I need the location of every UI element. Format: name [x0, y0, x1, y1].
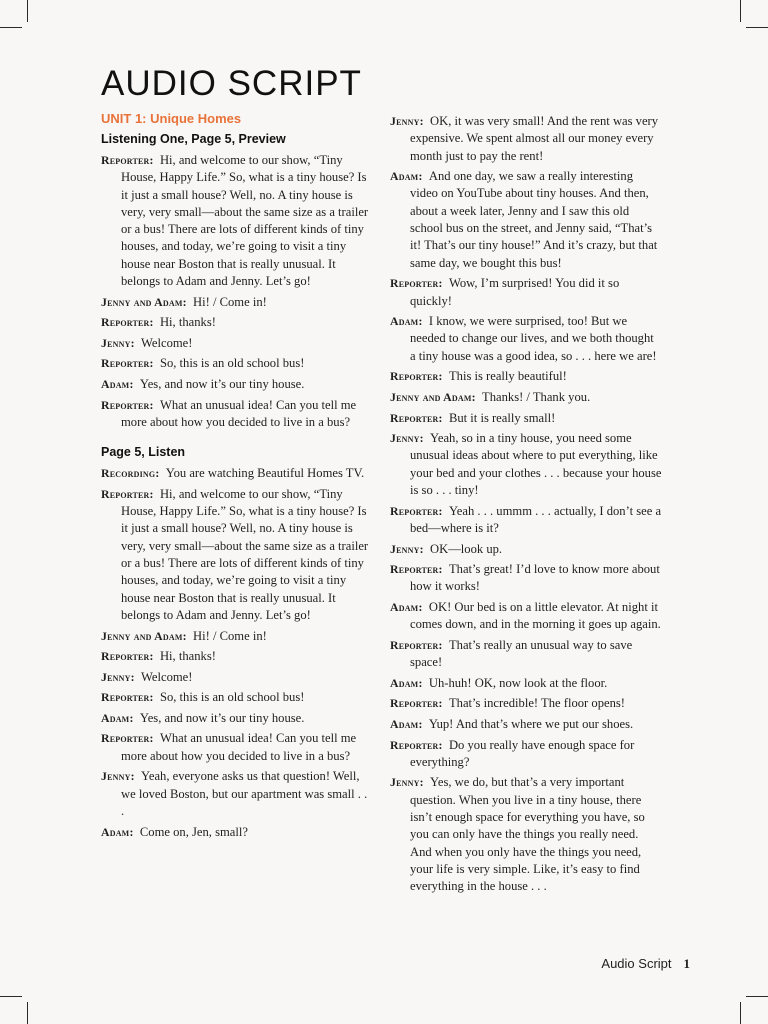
dialogue-line — [101, 376, 369, 393]
dialogue-text: Hi, and welcome to our show, “Tiny House, Happy Life.” So, what is a tiny house? Is it just a small house? Well, no. A tiny house is very, very small—about the same size as a trailer or a bus! There are lots of different kinds of tiny houses, and today, we’re going to visit a tiny house near Boston that is really unusual. It belongs to Adam and Jenny. Let’s go! — [121, 486, 369, 622]
speaker-name: Jenny and Adam : — [101, 295, 193, 309]
speaker-name: Adam : — [101, 825, 140, 839]
dialogue-line — [101, 397, 369, 432]
dialogue-text: What an unusual idea! Can you tell me more about how you decided to live in a bus? — [121, 397, 357, 429]
dialogue-line — [390, 275, 662, 310]
speaker-name: Jenny and Adam : — [390, 390, 482, 404]
dialogue-text: OK, it was very small! And the rent was very expensive. We spent almost all our money every month just to pay the rent! — [410, 114, 659, 163]
speaker-name: Reporter : — [390, 411, 449, 425]
script-sections — [101, 132, 369, 841]
footer-label: Audio Script — [601, 956, 672, 971]
dialogue-text: Yeah, so in a tiny house, you need some unusual ideas about where to put everything, like your bed and your clothes . . . because your house is so . . . tiny! — [410, 431, 662, 498]
crop-mark — [0, 996, 22, 997]
dialogue-text: Do you really have enough space for everything? — [410, 737, 635, 769]
dialogue-text: Wow, I’m surprised! You did it so quickly! — [410, 276, 620, 308]
dialogue-text: Hi! / Come in! — [193, 294, 267, 309]
section-heading: Page 5, Listen — [101, 445, 186, 460]
dialogue-line — [390, 368, 662, 385]
dialogue-text: Hi, thanks! — [159, 649, 216, 664]
speaker-name: Adam : — [101, 377, 140, 391]
crop-mark — [740, 1002, 741, 1024]
dialogue-text: Welcome! — [141, 335, 193, 350]
dialogue-line — [101, 465, 369, 482]
speaker-name: Jenny : — [390, 431, 430, 445]
dialogue-text: Thanks! / Thank you. — [482, 389, 591, 404]
dialogue-line — [101, 335, 369, 352]
speaker-name: Reporter : — [101, 398, 160, 412]
speaker-name: Reporter : — [101, 487, 160, 501]
speaker-name: Reporter : — [101, 356, 160, 370]
crop-mark — [746, 27, 768, 28]
dialogue-line — [390, 561, 662, 596]
section-heading: Listening One, Page 5, Preview — [101, 132, 286, 146]
speaker-name: Reporter : — [101, 690, 160, 704]
speaker-name: Reporter : — [390, 369, 449, 383]
right-column — [390, 113, 662, 899]
dialogue-text: Yup! And that’s where we put our shoes. — [428, 716, 634, 731]
dialogue-text: Uh-huh! OK, now look at the floor. — [428, 675, 608, 690]
dialogue-line — [390, 541, 662, 558]
dialogue-line — [101, 689, 369, 706]
dialogue-line — [390, 675, 662, 692]
crop-mark — [746, 996, 768, 997]
dialogue-text: Hi! / Come in! — [193, 628, 267, 643]
speaker-name: Reporter : — [101, 315, 160, 329]
dialogue-text: Yes, we do, but that’s a very important question. When you live in a tiny house, there isn’t enough space for everything you have, so you can only have the things you really need. And when you only have the things you need, your life is very simple. Like, it’s easy to find everything in the house . . . — [410, 775, 645, 894]
dialogue-text: I know, we were surprised, too! But we needed to change our lives, and we both thought a tiny house was a good idea, so . . . here we are! — [410, 314, 657, 363]
dialogue-line — [101, 628, 369, 645]
speaker-name: Adam : — [390, 676, 429, 690]
left-column — [101, 111, 369, 844]
dialogue-line — [390, 313, 662, 365]
dialogue-text: Yeah, everyone asks us that question! Well, we loved Boston, but our apartment was small . . . — [121, 769, 368, 818]
speaker-name: Reporter : — [101, 649, 160, 663]
dialogue-text: Hi, thanks! — [159, 315, 216, 330]
dialogue-text: OK—look up. — [430, 541, 503, 556]
dialogue-text: That’s great! I’d love to know more about how it works! — [410, 562, 660, 594]
dialogue-line — [101, 824, 369, 841]
speaker-name: Adam : — [390, 717, 429, 731]
speaker-name: Reporter : — [390, 696, 449, 710]
speaker-name: Jenny : — [390, 114, 430, 128]
dialogue-text: Come on, Jen, small? — [139, 824, 248, 839]
dialogue-text: Hi, and welcome to our show, “Tiny House, Happy Life.” So, what is a tiny house? Is it just a small house? Well, no. A tiny house is very, very small—about the same size as a trailer or a bus! There are lots of different kinds of tiny houses, and today, we’re going to visit a tiny house near Boston that is really unusual. It belongs to Adam and Jenny. Let’s go! — [121, 153, 369, 289]
dialogue-text: And one day, we saw a really interesting video on YouTube about tiny houses. And then, about a week later, Jenny and I saw this old school bus on the street, and Jenny said, “That’s it! That’s our tiny house!” And it’s crazy, but that same day, we bought this bus! — [410, 169, 658, 270]
speaker-name: Adam : — [390, 600, 429, 614]
dialogue-line — [390, 737, 662, 772]
speaker-name: Jenny and Adam : — [101, 629, 193, 643]
crop-mark — [0, 27, 22, 28]
dialogue-text: You are watching Beautiful Homes TV. — [165, 466, 365, 481]
speaker-name: Adam : — [101, 711, 140, 725]
speaker-name: Jenny : — [390, 542, 430, 556]
speaker-name: Reporter : — [101, 153, 160, 167]
dialogue-line — [390, 430, 662, 499]
speaker-name: Jenny : — [101, 769, 141, 783]
speaker-name: Adam : — [390, 169, 429, 183]
dialogue-text: What an unusual idea! Can you tell me more about how you decided to live in a bus? — [121, 731, 357, 763]
dialogue-line — [101, 710, 369, 727]
dialogue-text: Yes, and now it’s our tiny house. — [139, 377, 305, 392]
dialogue-line — [101, 486, 369, 624]
dialogue-line — [101, 294, 369, 311]
speaker-name: Jenny : — [101, 670, 141, 684]
speaker-name: Recording : — [101, 466, 166, 480]
crop-mark — [740, 0, 741, 22]
dialogue-text: That’s really an unusual way to save space! — [410, 637, 633, 670]
speaker-name: Reporter : — [390, 638, 449, 652]
speaker-name: Reporter : — [390, 562, 449, 576]
crop-mark — [27, 1002, 28, 1024]
dialogue-text: Yes, and now it’s our tiny house. — [139, 710, 305, 725]
page-number: 1 — [683, 956, 690, 971]
dialogue-line — [101, 355, 369, 372]
dialogue-text: That’s incredible! The floor opens! — [448, 696, 625, 711]
dialogue-line — [101, 648, 369, 665]
dialogue-line — [390, 599, 662, 634]
dialogue-text: So, this is an old school bus! — [159, 690, 305, 705]
speaker-name: Reporter : — [390, 738, 449, 752]
dialogue-line — [101, 152, 369, 290]
dialogue-text: This is really beautiful! — [448, 369, 567, 384]
dialogue-text: OK! Our bed is on a little elevator. At night it comes down, and in the morning it goes up again. — [410, 599, 661, 632]
dialogue-line — [390, 168, 662, 272]
speaker-name: Adam : — [390, 314, 429, 328]
dialogue-line — [390, 113, 662, 165]
page-footer — [601, 956, 690, 972]
dialogue-line — [390, 695, 662, 712]
dialogue-line — [390, 389, 662, 406]
speaker-name: Jenny : — [390, 775, 430, 789]
speaker-name: Reporter : — [390, 504, 449, 518]
dialogue-line — [101, 768, 369, 820]
dialogue-text: So, this is an old school bus! — [159, 356, 305, 371]
dialogue-line — [101, 669, 369, 686]
dialogue-line — [101, 314, 369, 331]
dialogue-text: But it is really small! — [448, 410, 556, 425]
page-title: AUDIO SCRIPT — [101, 64, 362, 103]
dialogue-line — [390, 716, 662, 733]
speaker-name: Jenny : — [101, 336, 141, 350]
dialogue-line — [390, 503, 662, 538]
speaker-name: Reporter : — [101, 731, 160, 745]
dialogue-line — [390, 774, 662, 895]
unit-heading: UNIT 1: Unique Homes — [101, 111, 242, 126]
dialogue-line — [101, 730, 369, 765]
dialogue-line — [390, 410, 662, 427]
dialogue-line — [390, 637, 662, 672]
dialogue-text: Yeah . . . ummm . . . actually, I don’t see a bed—where is it? — [410, 503, 662, 535]
dialogue-text: Welcome! — [141, 669, 193, 684]
crop-mark — [27, 0, 28, 22]
speaker-name: Reporter : — [390, 276, 449, 290]
